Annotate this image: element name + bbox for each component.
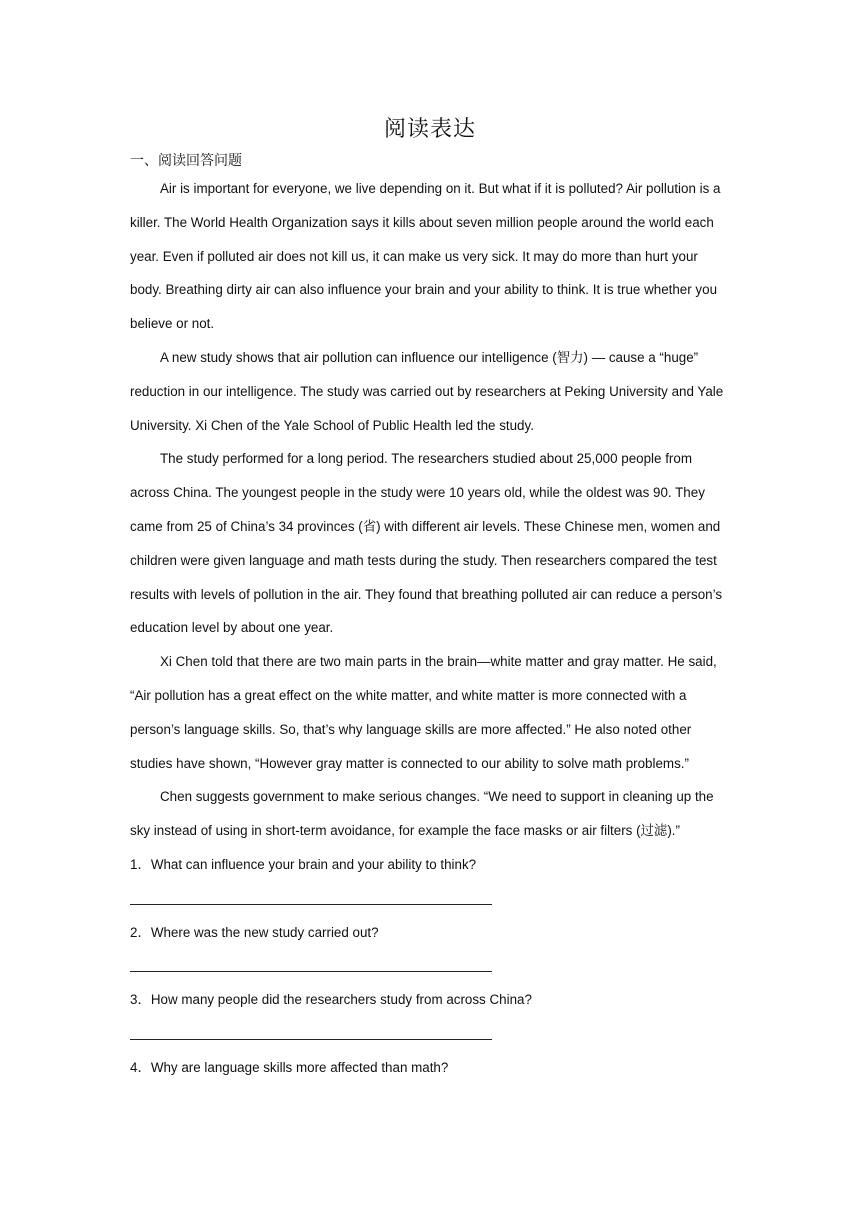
answer-line-1[interactable]: [130, 882, 730, 916]
page-title: 阅读表达: [383, 117, 476, 142]
question-block-1: [130, 848, 730, 916]
paragraph-1: Air is important for everyone, we live depending on it. But what if it is polluted? Air pollution is a killer. The World Health Organization says it kills about seven million people around the world each year. Even if polluted air does not kill us, it can make us very sick. It may do more than hurt your body. Breathing dirty air can also influence your brain and your ability to think. It is true whether you believe or not.: [130, 181, 721, 332]
section-heading: 一、阅读回答问题: [130, 153, 242, 169]
reading-body: [130, 172, 730, 1085]
question-block-2: [130, 916, 730, 984]
question-block-4: [130, 1051, 730, 1085]
question-block-3: [130, 983, 730, 1051]
answer-line-3[interactable]: [130, 1017, 730, 1051]
paragraph-3: The study performed for a long period. The researchers studied about 25,000 people from across China. The youngest people in the study were 10 years old, while the oldest was 90. They came from 25 of China’s 34 provinces (省) with different air levels. These Chinese men, women and children were given language and math tests during the study. Then researchers compared the test results with levels of pollution in the air. They found that breathing polluted air can reduce a person’s education level by about one year.: [130, 451, 723, 636]
question-1: 1．What can influence your brain and your ability to think?: [130, 856, 477, 872]
paragraph-2: A new study shows that air pollution can influence our intelligence (智力) — cause a “huge” reduction in our intelligence. The study was carried out by researchers at Peking University and Yale University. Xi Chen of the Yale School of Public Health led the study.: [130, 349, 724, 433]
answer-line-2[interactable]: [130, 949, 730, 983]
paragraph-4: Xi Chen told that there are two main parts in the brain—white matter and gray matter. He said, “Air pollution has a great effect on the white matter, and white matter is more connected with a person’s language skills. So, that’s why language skills are more affected.” He also noted other studies have shown, “However gray matter is connected to our ability to solve math problems.”: [130, 654, 717, 771]
question-3: 3．How many people did the researchers study from across China?: [130, 992, 532, 1008]
question-2: 2．Where was the new study carried out?: [130, 924, 379, 940]
paragraph-5: Chen suggests government to make serious changes. “We need to support in cleaning up the sky instead of using in short-term avoidance, for example the face masks or air filters (过滤).”: [130, 789, 714, 839]
question-4: 4．Why are language skills more affected than math?: [130, 1059, 449, 1075]
